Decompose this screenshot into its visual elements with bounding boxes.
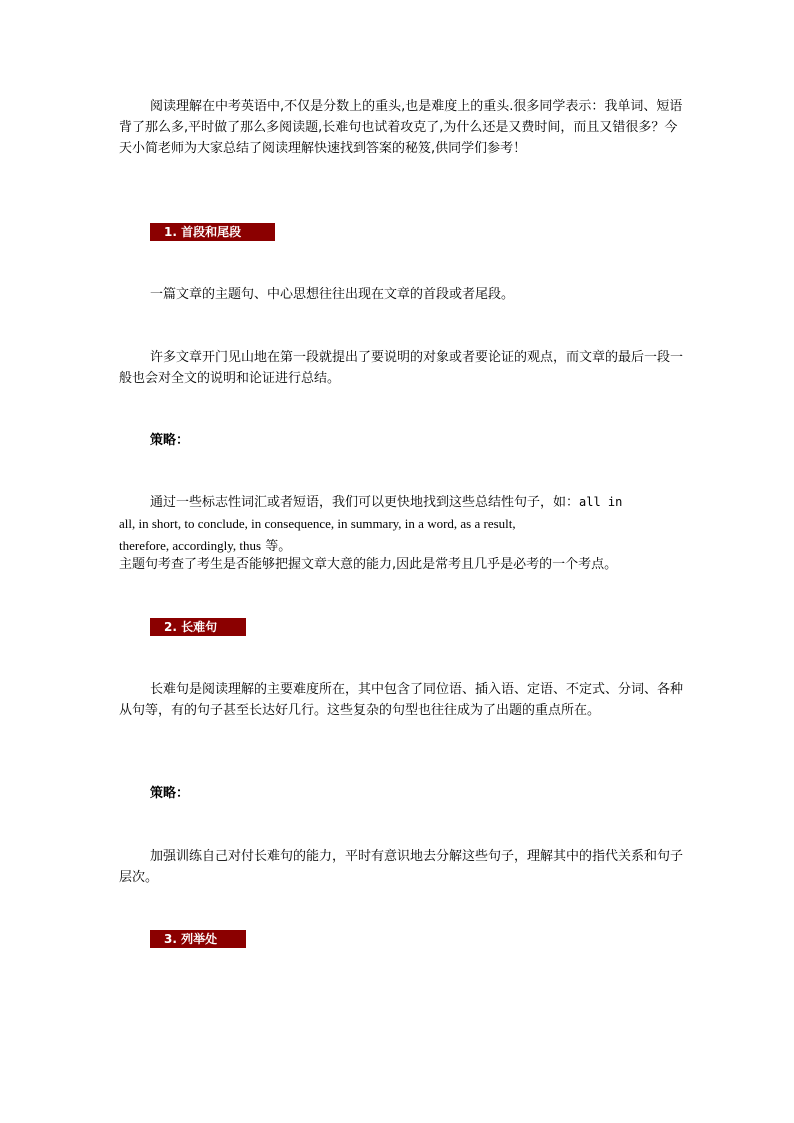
section-1-strategy-tip <box>119 492 685 557</box>
section-1-note: 主题句考查了考生是否能够把握文章大意的能力,因此是常考且几乎是必考的一个考点。 <box>119 557 618 572</box>
tip-tail-text: 等。 <box>261 539 292 554</box>
section-2-heading: 2. 长难句 <box>150 618 246 636</box>
section-3-heading: 3. 列举处 <box>150 930 246 948</box>
tip-phrase-line-1: all in <box>579 495 623 509</box>
tip-lead-text: 通过一些标志性词汇或者短语，我们可以更快地找到这些总结性句子，如： <box>150 495 580 510</box>
section-2-strategy-label: 策略： <box>150 786 190 801</box>
tip-phrase-line-3: therefore, accordingly, thus <box>119 538 262 553</box>
tip-phrase-line-2: all, in short, to conclude, in consequence, in summary, in a word, as a result, <box>119 516 516 531</box>
section-1-heading: 1. 首段和尾段 <box>150 223 275 241</box>
section-1-strategy-label: 策略： <box>150 433 190 448</box>
section-1-paragraph-2: 许多文章开门见山地在第一段就提出了要说明的对象或者要论证的观点，而文章的最后一段一般也会对全文的说明和论证进行总结。 <box>119 350 684 386</box>
section-2-paragraph-1: 长难句是阅读理解的主要难度所在，其中包含了同位语、插入语、定语、不定式、分词、各种从句等，有的句子甚至长达好几行。这些复杂的句型也往往成为了出题的重点所在。 <box>119 682 684 718</box>
section-2-strategy-tip: 加强训练自己对付长难句的能力，平时有意识地去分解这些句子，理解其中的指代关系和句子层次。 <box>119 849 684 885</box>
section-1-paragraph-1: 一篇文章的主题句、中心思想往往出现在文章的首段或者尾段。 <box>150 287 515 302</box>
intro-paragraph: 阅读理解在中考英语中,不仅是分数上的重头,也是难度上的重头.很多同学表示：我单词、短语背了那么多,平时做了那么多阅读题,长难句也试着攻克了,为什么还是又费时间，而且又错很多？今天小简老师为大家总结了阅读理解快速找到答案的秘笈,供同学们参考！ <box>119 99 683 156</box>
